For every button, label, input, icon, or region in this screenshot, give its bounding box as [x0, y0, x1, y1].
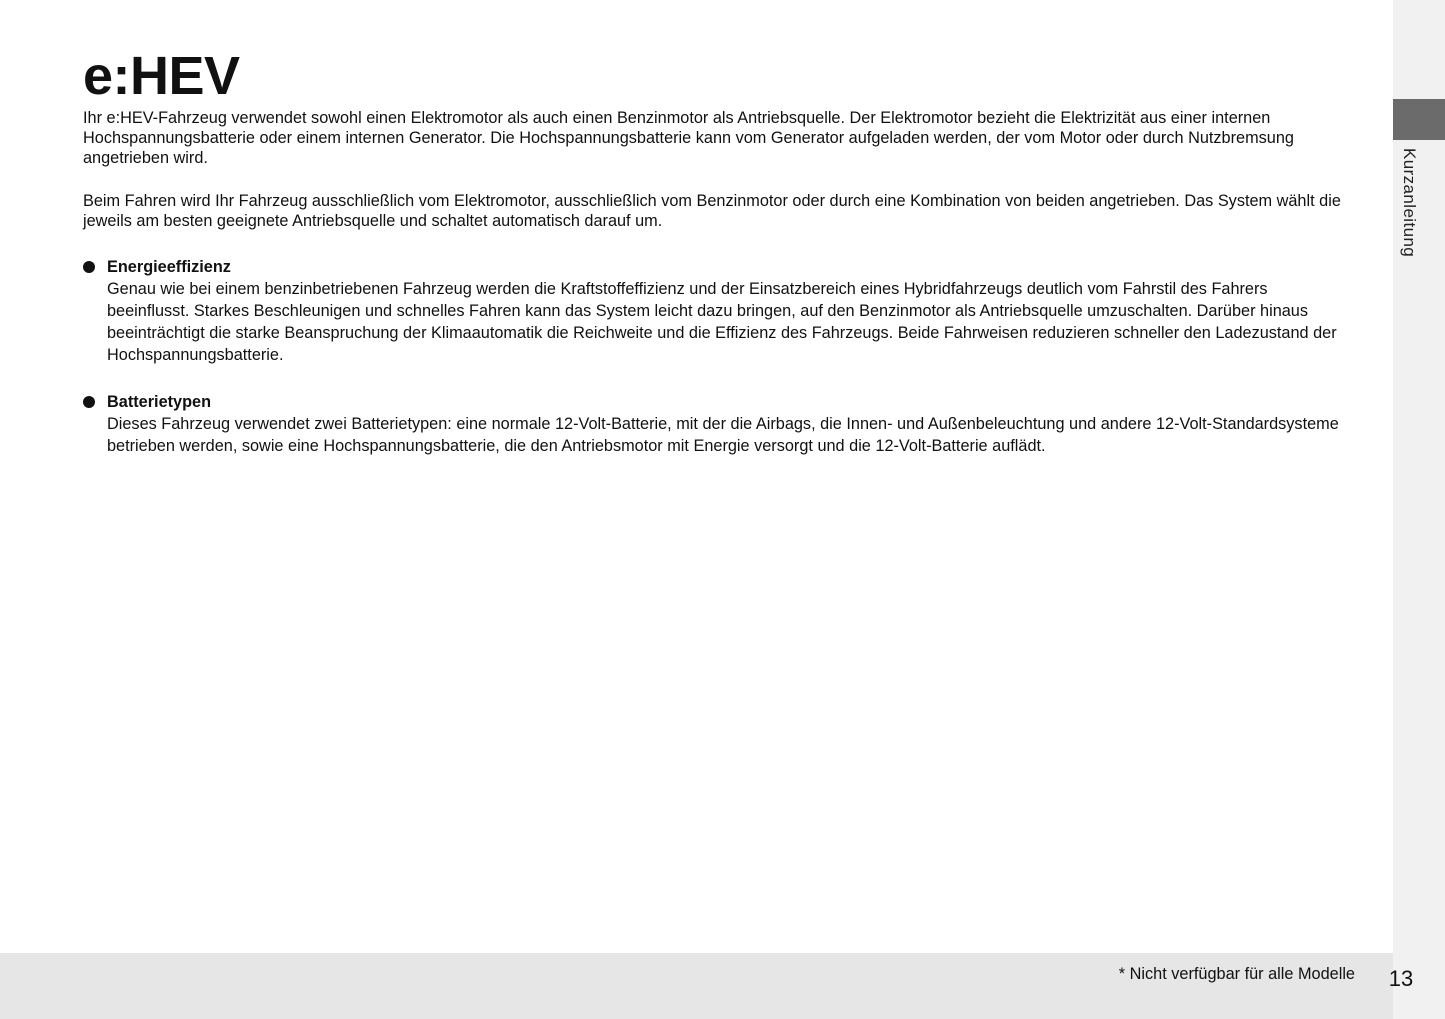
page-number: 13	[1388, 966, 1414, 991]
section-energy-efficiency	[83, 256, 1353, 366]
footer-band	[0, 953, 1393, 1019]
section-text: Genau wie bei einem benzinbetriebenen Fahrzeug werden die Kraftstoffeffizienz und der Einsatzbereich eines Hybridfahrzeugs deutlich vom Fahrstil des Fahrers beeinflusst. Starkes Beschleunigen und schnelles Fahren kann das System leicht dazu bringen, auf den Benzinmotor als Antriebsquelle umzuschalten. Darüber hinaus beeinträchtigt die starke Beanspruchung der Klimaautomatik die Reichweite und die Effizienz des Fahrzeugs. Beide Fahrweisen reduzieren schneller den Ladezustand der Hochspannungsbatterie.	[107, 280, 1337, 364]
section-heading-row	[83, 256, 1353, 278]
chapter-label[interactable]: Kurzanleitung	[1400, 148, 1419, 258]
page-title: e:HEV	[83, 46, 240, 106]
chapter-tab-marker[interactable]	[1393, 99, 1445, 140]
intro-paragraph-2: Beim Fahren wird Ihr Fahrzeug ausschließlich vom Elektromotor, ausschließlich vom Benzinmotor oder durch eine Kombination von beiden angetrieben. Das System wählt die jeweils am besten geeignete Antriebsquelle und schaltet automatisch darauf um.	[83, 192, 1341, 230]
bullet-icon	[83, 396, 95, 408]
section-heading: Energieeffizienz	[107, 258, 231, 276]
section-battery-types	[83, 391, 1353, 457]
main-content	[83, 108, 1353, 457]
intro-paragraph-1: Ihr e:HEV-Fahrzeug verwendet sowohl einen Elektromotor als auch einen Benzinmotor als Antriebsquelle. Der Elektromotor bezieht die Elektrizität aus einer internen Hochspannungsbatterie oder einem internen Generator. Die Hochspannungsbatterie kann vom Generator aufgeladen werden, der vom Motor oder durch Nutzbremsung angetrieben wird.	[83, 109, 1294, 167]
bullet-icon	[83, 261, 95, 273]
section-heading-row	[83, 391, 1353, 413]
section-text: Dieses Fahrzeug verwendet zwei Batterietypen: eine normale 12-Volt-Batterie, mit der die Airbags, die Innen- und Außenbeleuchtung und andere 12-Volt-Standardsysteme betrieben werden, sowie eine Hochspannungsbatterie, die den Antriebsmotor mit Energie versorgt und die 12-Volt-Batterie auflädt.	[107, 415, 1339, 455]
section-heading: Batterietypen	[107, 393, 212, 411]
footer-note: * Nicht verfügbar für alle Modelle	[1118, 965, 1355, 983]
